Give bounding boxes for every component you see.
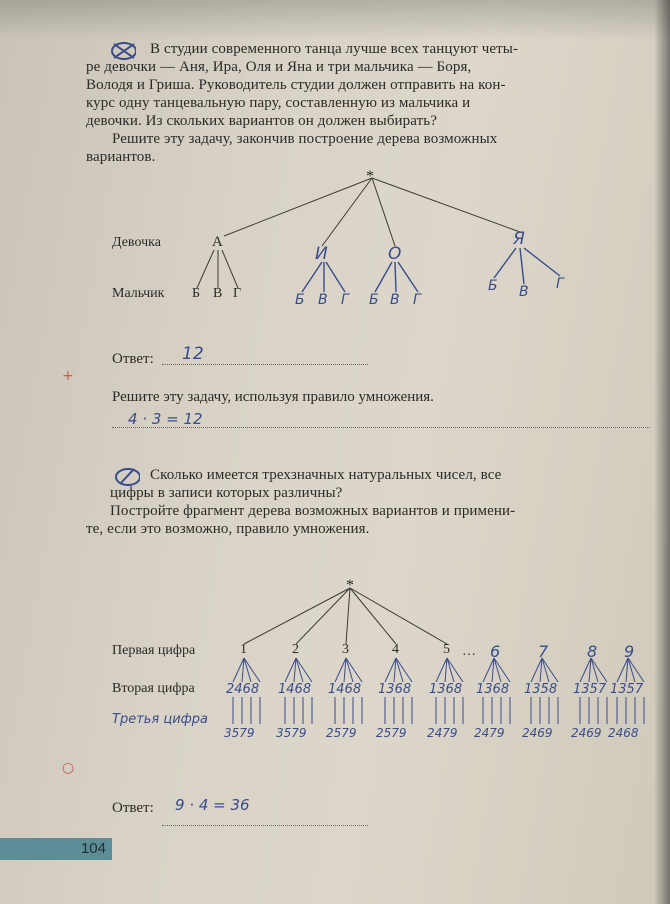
tree2-first-digit: 2 <box>292 642 299 657</box>
tree2-edge <box>494 658 510 682</box>
tree2-third-digits: 2479 <box>474 726 505 740</box>
tree1-row-label-girl: Девочка <box>112 235 161 250</box>
tree1-girl-node: О <box>388 244 402 264</box>
tree2-row-label-third: Третья цифра <box>112 712 209 727</box>
task1-line: Володя и Гриша. Руководитель студии должен отправить на кон- <box>86 77 506 93</box>
tree2-edge <box>244 658 251 682</box>
tree2-third-digits: 2479 <box>427 726 458 740</box>
tree2-third-digits: 2468 <box>608 726 639 740</box>
tree2-third-digits: 2469 <box>522 726 553 740</box>
task1-answer-label: Ответ: <box>112 351 154 367</box>
task1-line: вариантов. <box>86 149 156 165</box>
tree2-first-digit: 3 <box>342 642 349 657</box>
tree2-third-digits: 3579 <box>276 726 307 740</box>
tree2-edge <box>542 658 549 682</box>
task1-line: ре девочки — Аня, Ира, Оля и Яна и три мальчика — Боря, <box>86 59 472 75</box>
task2-line: цифры в записи которых различны? <box>110 485 343 501</box>
tree2-edge <box>296 658 312 682</box>
tree2-second-digits: 2468 <box>226 682 260 697</box>
tree2-third-digits: 3579 <box>224 726 255 740</box>
task2-line: те, если это возможно, правило умножения. <box>86 521 370 537</box>
tree2-edge <box>591 658 607 682</box>
tree2-edge <box>542 658 558 682</box>
page-edge <box>654 0 670 904</box>
tree1-girl-node: А <box>212 234 223 250</box>
tree1-girl-node: Я <box>513 229 525 249</box>
tree1-boy-node: В <box>390 292 400 308</box>
tree2-first-digit: 7 <box>538 642 549 661</box>
task1-rule-prompt: Решите эту задачу, используя правило умножения. <box>112 389 434 405</box>
tree2-first-digit: 6 <box>490 642 501 661</box>
tree2-first-digit: 9 <box>624 642 635 661</box>
tree2-second-digits: 1368 <box>429 682 463 697</box>
tree1-boy-node: Б <box>192 286 201 301</box>
tree2-root: * <box>346 577 354 594</box>
tree2-edge <box>396 658 403 682</box>
tree2-second-digits: 1368 <box>378 682 412 697</box>
tree2-edge <box>244 658 260 682</box>
tree2-edge <box>447 658 463 682</box>
tree2-edge <box>447 658 454 682</box>
tree2-first-digit: 1 <box>240 642 247 657</box>
tree2-second-digits: 1368 <box>476 682 510 697</box>
tree2-second-digits: 1468 <box>328 682 362 697</box>
task2-answer-label: Ответ: <box>112 800 154 816</box>
margin-mark-plus: + <box>62 368 74 384</box>
tree2-row-label-second: Вторая цифра <box>112 681 195 696</box>
tree1-boy-node: В <box>519 284 529 300</box>
task1-line: девочки. Из скольких вариантов он должен выбирать? <box>86 113 438 129</box>
task1-answer-value[interactable]: 12 <box>182 344 204 364</box>
tree1-boy-node: Б <box>369 292 379 308</box>
task2-line: Постройте фрагмент дерева возможных вариантов и примени- <box>110 503 516 519</box>
task2-answer-value[interactable]: 9 · 4 = 36 <box>175 796 250 814</box>
tree2-second-digits: 1468 <box>278 682 312 697</box>
page-number: 104 <box>80 840 106 857</box>
tree2-third-digits: 2579 <box>376 726 407 740</box>
tree2-first-digit: 5 <box>443 642 450 657</box>
tree2-second-digits: 1357 <box>610 682 644 697</box>
tree2-edge <box>350 588 396 644</box>
tree1-boy-node: Г <box>341 292 349 308</box>
task2-line: Сколько имеется трехзначных натуральных чисел, все <box>150 467 502 483</box>
tree1-row-label-boy: Мальчик <box>112 286 165 301</box>
task1-line: Решите эту задачу, закончив построение дерева возможных <box>112 131 498 147</box>
tree1-boy-node: Б <box>295 292 305 308</box>
page-number-tab <box>0 838 112 860</box>
task1-line: В студии современного танца лучше всех танцуют четы- <box>150 41 519 57</box>
tree2-third-digits: 2469 <box>571 726 602 740</box>
tree2-edge <box>244 588 350 644</box>
tree1-boy-node: Г <box>556 276 564 292</box>
tree1-boy-node: Г <box>413 292 421 308</box>
tree2-third-digits: 2579 <box>326 726 357 740</box>
answer-line <box>162 825 368 826</box>
tree2-edge <box>494 658 501 682</box>
task1-line: курс одну танцевальную пару, составленную из мальчика и <box>86 95 471 111</box>
tree1-boy-node: Б <box>488 278 498 294</box>
tree2-edge <box>346 658 362 682</box>
ellipsis-mark: … <box>462 644 476 659</box>
tree1-root: * <box>366 168 374 185</box>
tree1-boy-node: В <box>213 286 223 301</box>
tree2-edge <box>628 658 644 682</box>
tree2-edge <box>350 588 447 644</box>
tree2-edge <box>396 658 412 682</box>
tree2-edge <box>591 658 598 682</box>
tree1-boy-node: Г <box>233 286 242 301</box>
tree1-boy-node: В <box>318 292 328 308</box>
tree2-first-digit: 8 <box>587 642 598 661</box>
tree2-first-digit: 4 <box>392 642 399 657</box>
tree2-edge <box>296 658 303 682</box>
tree2-edge <box>346 658 353 682</box>
tree1-girl-node: И <box>315 244 328 264</box>
tree2-second-digits: 1357 <box>573 682 607 697</box>
tree2-row-label-first: Первая цифра <box>112 643 196 658</box>
tree2-edge <box>296 588 350 644</box>
tree2-edge <box>628 658 635 682</box>
margin-mark-circle: ○ <box>62 760 75 776</box>
tree2-second-digits: 1358 <box>524 682 558 697</box>
tree2-edge <box>346 588 350 644</box>
task1-rule-solution[interactable]: 4 · 3 = 12 <box>128 410 203 428</box>
